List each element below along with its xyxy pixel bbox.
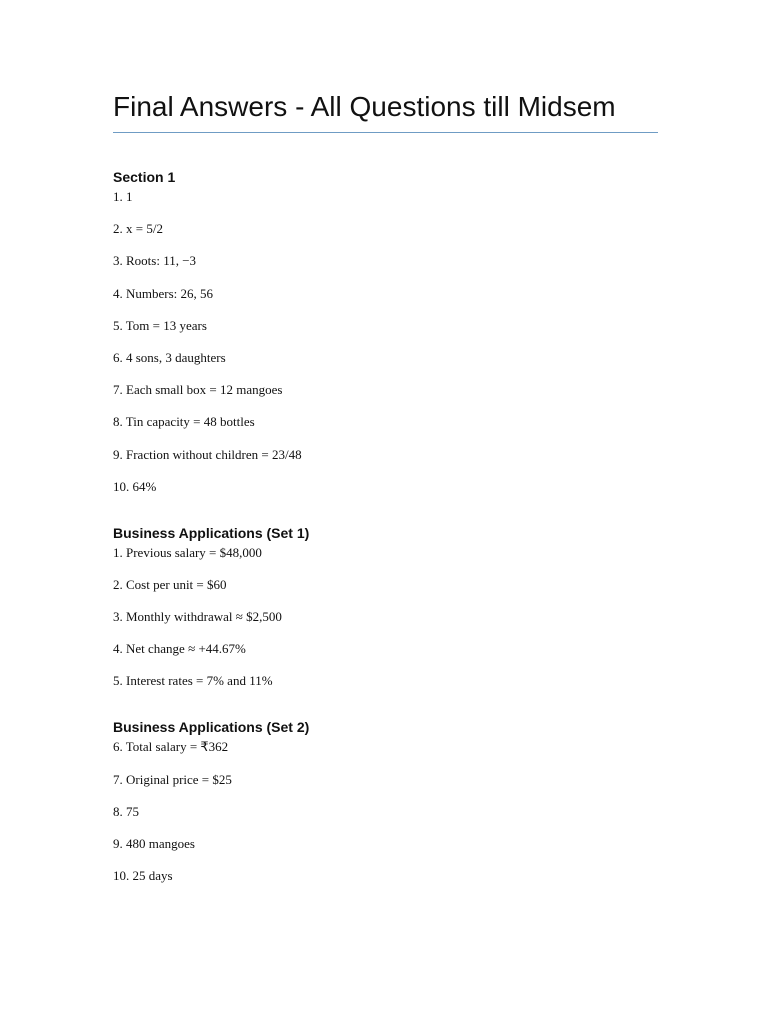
answer-list bbox=[113, 545, 658, 690]
answer-item: 8. 75 bbox=[113, 803, 139, 819]
answer-item: 5. Interest rates = 7% and 11% bbox=[113, 673, 273, 689]
answer-item: 4. Numbers: 26, 56 bbox=[113, 285, 214, 301]
answer-item: 7. Each small box = 12 mangoes bbox=[113, 382, 283, 398]
answer-item: 9. 480 mangoes bbox=[113, 836, 195, 851]
answer-item: 9. Fraction without children = 23/48 bbox=[113, 446, 302, 462]
answer-item: 10. 25 days bbox=[113, 868, 173, 884]
section-1 bbox=[113, 167, 658, 495]
answer-item: 10. 64% bbox=[113, 478, 157, 494]
answer-item: 1. 1 bbox=[113, 189, 133, 204]
section-business-set-1 bbox=[113, 523, 658, 690]
answer-list bbox=[113, 739, 658, 884]
section-heading: Business Applications (Set 2) bbox=[113, 719, 310, 736]
answer-item: 7. Original price = $25 bbox=[113, 771, 232, 787]
answer-item: 6. Total salary = ₹362 bbox=[113, 739, 229, 755]
document-page bbox=[113, 86, 658, 884]
answer-item: 3. Monthly withdrawal ≈ $2,500 bbox=[113, 609, 282, 625]
answer-item: 6. 4 sons, 3 daughters bbox=[113, 349, 226, 365]
document-title: Final Answers - All Questions till Midsem bbox=[113, 91, 616, 122]
answer-item: 1. Previous salary = $48,000 bbox=[113, 544, 262, 560]
section-heading: Business Applications (Set 1) bbox=[113, 524, 310, 541]
section-heading: Section 1 bbox=[113, 169, 176, 185]
section-business-set-2 bbox=[113, 717, 658, 884]
title-divider bbox=[113, 132, 658, 133]
answer-item: 4. Net change ≈ +44.67% bbox=[113, 641, 246, 657]
answer-item: 8. Tin capacity = 48 bottles bbox=[113, 414, 255, 430]
answer-item: 3. Roots: 11, −3 bbox=[113, 253, 197, 269]
answer-item: 2. Cost per unit = $60 bbox=[113, 576, 227, 592]
answer-item: 2. x = 5/2 bbox=[113, 221, 163, 237]
answer-list bbox=[113, 189, 658, 495]
answer-item: 5. Tom = 13 years bbox=[113, 317, 207, 333]
